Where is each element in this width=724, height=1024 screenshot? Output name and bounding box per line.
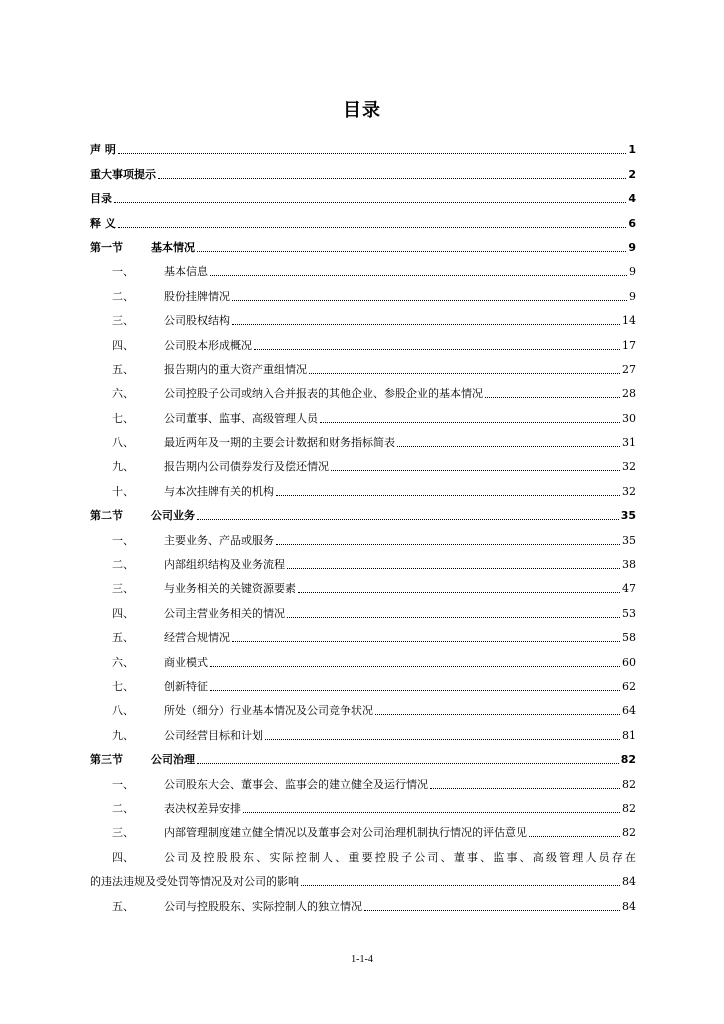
toc-entry-number: 第一节: [90, 240, 123, 254]
toc-entry[interactable]: [90, 621, 636, 645]
toc-entry-page: 9: [629, 289, 636, 303]
toc-entry-number: 四、: [112, 338, 134, 352]
dot-leader: [276, 543, 620, 545]
toc-entry[interactable]: [90, 401, 636, 425]
dot-leader: [397, 445, 620, 447]
toc-entry[interactable]: [90, 474, 636, 498]
toc-entry[interactable]: [90, 231, 636, 255]
toc-entry-number: 六、: [112, 655, 134, 669]
toc-entry-number: 一、: [112, 777, 134, 791]
toc-entry[interactable]: [90, 840, 636, 889]
toc-entry-number: 三、: [112, 314, 134, 328]
dot-leader: [254, 348, 620, 350]
toc-entry[interactable]: [90, 670, 636, 694]
toc-entry[interactable]: [90, 426, 636, 450]
dot-leader: [210, 274, 627, 276]
dot-leader: [287, 567, 620, 569]
dot-leader: [232, 640, 620, 642]
toc-entry-label: 公司股东大会、董事会、监事会的建立健全及运行情况: [164, 777, 428, 791]
toc-entry-number: 四、: [112, 606, 134, 620]
toc-entry-label: 创新特征: [164, 679, 208, 693]
toc-entry-page: 60: [622, 655, 636, 669]
toc-entry[interactable]: [90, 816, 636, 840]
toc-entry-page: 1: [628, 143, 636, 157]
dot-leader: [158, 177, 626, 179]
toc-entry[interactable]: [90, 889, 636, 913]
toc-entry-page: 35: [622, 533, 636, 547]
dot-leader: [485, 396, 620, 398]
toc-entry-label: 公司业务: [151, 509, 195, 523]
toc-entry-label: 公司董事、监事、高级管理人员: [164, 411, 318, 425]
toc-entry-label: 公司及控股股东、实际控制人、重要控股子公司、董事、监事、高级管理人员存在: [164, 850, 636, 864]
toc-entry-label: 内部组织结构及业务流程: [164, 558, 285, 572]
toc-entry-label: 股份挂牌情况: [164, 289, 230, 303]
toc-entry[interactable]: [90, 572, 636, 596]
toc-entry[interactable]: [90, 499, 636, 523]
toc-entry[interactable]: [90, 694, 636, 718]
toc-entry-label: 公司治理: [151, 753, 195, 767]
dot-leader: [320, 421, 620, 423]
toc-entry-label: 公司控股子公司或纳入合并报表的其他企业、参股企业的基本情况: [164, 387, 483, 401]
toc-entry[interactable]: [90, 328, 636, 352]
toc-entry-label: 公司股本形成概况: [164, 338, 252, 352]
toc-entry-page: 82: [622, 777, 636, 791]
toc-entry[interactable]: [90, 450, 636, 474]
toc-entry-label: 公司主营业务相关的情况: [164, 606, 285, 620]
dot-leader: [197, 762, 619, 764]
toc-entry-page: 30: [622, 411, 636, 425]
toc-entry-label: 公司与控股股东、实际控制人的独立情况: [164, 899, 362, 913]
dot-leader: [114, 201, 626, 203]
dot-leader: [364, 909, 620, 911]
dot-leader: [287, 616, 620, 618]
toc-entry[interactable]: [90, 792, 636, 816]
toc-entry-number: 第三节: [90, 753, 123, 767]
toc-entry-number: 二、: [112, 289, 134, 303]
toc-entry-number: 一、: [112, 533, 134, 547]
toc-entry-label: 商业模式: [164, 655, 208, 669]
toc-entry-page: 62: [622, 679, 636, 693]
toc-entry-page: 53: [622, 606, 636, 620]
toc-entry-label: 与业务相关的关键资源要素: [164, 582, 296, 596]
toc-entry-number: 九、: [112, 460, 134, 474]
toc-entry-page: 27: [622, 362, 636, 376]
dot-leader: [298, 591, 620, 593]
toc-entry-number: 五、: [112, 899, 134, 913]
dot-leader: [197, 250, 626, 252]
toc-entry-page: 9: [629, 265, 636, 279]
page-title: 目录: [343, 100, 381, 121]
toc-entry-page: 4: [628, 192, 636, 206]
toc-entry-label: 表决权差异安排: [164, 801, 241, 815]
toc-entry-label: 目录: [90, 192, 112, 206]
toc-entry-number: 八、: [112, 436, 134, 450]
toc-entry[interactable]: [90, 548, 636, 572]
toc-entry-label: 基本情况: [151, 240, 195, 254]
toc-entry[interactable]: [90, 718, 636, 742]
toc-entry[interactable]: [90, 743, 636, 767]
toc-entry-page: 9: [628, 240, 636, 254]
toc-entry-page: 82: [620, 753, 636, 767]
toc-entry-number: 二、: [112, 801, 134, 815]
toc-entry-number: 六、: [112, 387, 134, 401]
toc-entry-page: 2: [628, 167, 636, 181]
dot-leader: [232, 299, 627, 301]
dot-leader: [331, 469, 620, 471]
toc-entry-number: 十、: [112, 484, 134, 498]
toc-entry-label: 最近两年及一期的主要会计数据和财务指标简表: [164, 436, 395, 450]
toc-entry-number: 九、: [112, 728, 134, 742]
toc-entry-number: 二、: [112, 558, 134, 572]
toc-entry-page: 31: [622, 436, 636, 450]
toc-entry-page: 32: [622, 460, 636, 474]
toc-entry-number: 四、: [112, 850, 134, 864]
toc-entry[interactable]: [90, 255, 636, 279]
toc-entry[interactable]: [90, 645, 636, 669]
dot-leader: [276, 494, 620, 496]
dot-leader: [529, 835, 620, 837]
toc-entry[interactable]: [90, 182, 636, 206]
toc-entry-label: 声 明: [90, 143, 116, 157]
table-of-contents: [90, 133, 636, 914]
toc-entry-label: 重大事项提示: [90, 167, 156, 181]
toc-entry-number: 三、: [112, 826, 134, 840]
dot-leader: [210, 665, 620, 667]
toc-entry-label: 释 义: [90, 216, 116, 230]
toc-entry-number: 三、: [112, 582, 134, 596]
toc-entry-label: 公司股权结构: [164, 314, 230, 328]
toc-entry-page: 84: [622, 875, 636, 889]
toc-entry-number: 七、: [112, 411, 134, 425]
toc-entry-label: 经营合规情况: [164, 631, 230, 645]
toc-entry-label: 所处（细分）行业基本情况及公司竞争状况: [164, 704, 373, 718]
toc-entry-page: 38: [622, 558, 636, 572]
toc-entry[interactable]: [90, 206, 636, 230]
dot-leader: [375, 713, 620, 715]
page-footer-number: 1-1-4: [351, 954, 373, 965]
dot-leader: [197, 518, 619, 520]
dot-leader: [430, 787, 620, 789]
toc-entry-label: 公司经营目标和计划: [164, 728, 263, 742]
toc-entry-label: 报告期内公司债券发行及偿还情况: [164, 460, 329, 474]
dot-leader: [118, 226, 627, 228]
toc-entry[interactable]: [90, 767, 636, 791]
toc-entry-page: 47: [622, 582, 636, 596]
toc-entry-number: 八、: [112, 704, 134, 718]
toc-entry-label: 基本信息: [164, 265, 208, 279]
dot-leader: [243, 811, 620, 813]
toc-entry-label: 主要业务、产品或服务: [164, 533, 274, 547]
toc-entry-number: 第二节: [90, 509, 123, 523]
toc-entry-page: 81: [622, 728, 636, 742]
dot-leader: [232, 323, 620, 325]
toc-entry-label: 报告期内的重大资产重组情况: [164, 362, 307, 376]
toc-entry[interactable]: [90, 157, 636, 181]
toc-entry-number: 一、: [112, 265, 134, 279]
dot-leader: [118, 152, 627, 154]
toc-entry-page: 6: [628, 216, 636, 230]
toc-entry-label-continued: 的违法违规及受处罚等情况及对公司的影响: [90, 875, 299, 889]
toc-entry-label: 内部管理制度建立健全情况以及董事会对公司治理机制执行情况的评估意见: [164, 826, 527, 840]
toc-entry-number: 五、: [112, 631, 134, 645]
toc-entry-page: 82: [622, 801, 636, 815]
toc-entry-page: 32: [622, 484, 636, 498]
toc-entry[interactable]: [90, 596, 636, 620]
toc-entry-number: 五、: [112, 362, 134, 376]
toc-entry-page: 28: [622, 387, 636, 401]
toc-entry-label: 与本次挂牌有关的机构: [164, 484, 274, 498]
toc-entry-page: 82: [622, 826, 636, 840]
toc-entry[interactable]: [90, 523, 636, 547]
toc-entry-page: 64: [622, 704, 636, 718]
dot-leader: [301, 884, 620, 886]
toc-entry[interactable]: [90, 377, 636, 401]
toc-entry-page: 35: [620, 509, 636, 523]
toc-entry-page: 17: [622, 338, 636, 352]
toc-entry[interactable]: [90, 304, 636, 328]
toc-entry[interactable]: [90, 353, 636, 377]
toc-entry[interactable]: [90, 279, 636, 303]
toc-entry[interactable]: [90, 133, 636, 157]
toc-entry-page: 84: [622, 899, 636, 913]
toc-entry-page: 14: [622, 314, 636, 328]
dot-leader: [265, 738, 620, 740]
toc-entry-page: 58: [622, 631, 636, 645]
dot-leader: [309, 372, 620, 374]
dot-leader: [210, 689, 620, 691]
toc-entry-number: 七、: [112, 679, 134, 693]
